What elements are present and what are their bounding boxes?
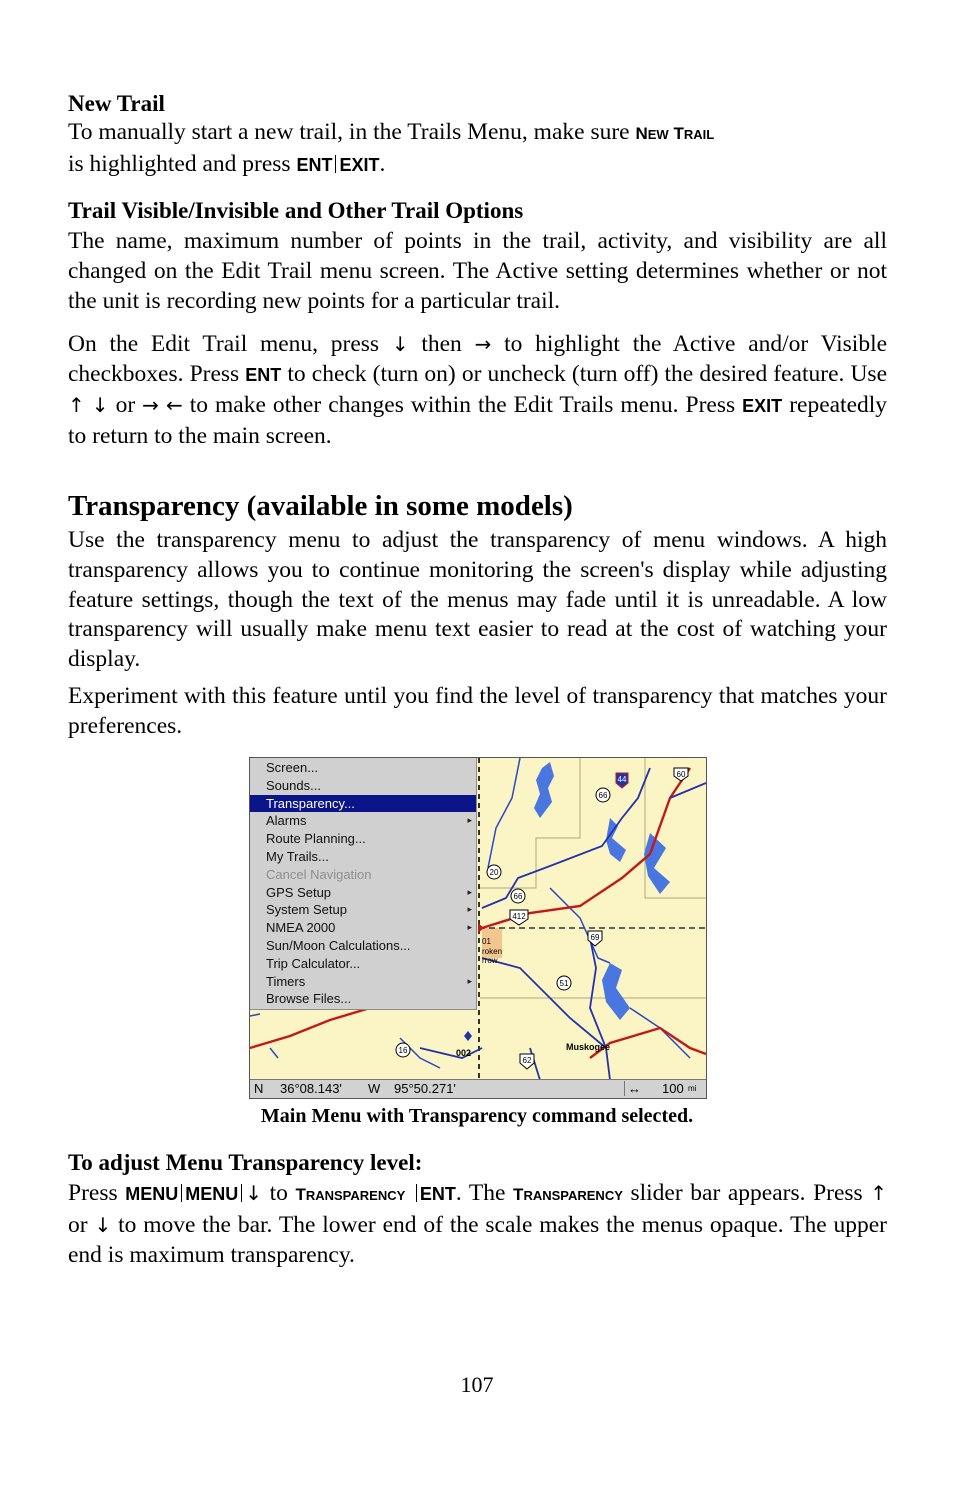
menu-item-label: System Setup [266, 902, 347, 918]
map-label: 51 [559, 979, 569, 988]
figure-caption: Main Menu with Transparency command selected. [260, 1105, 694, 1127]
map-label: 002 [456, 1048, 472, 1058]
text-run: then [421, 331, 462, 358]
menu-item-timers[interactable] [250, 973, 476, 991]
submenu-arrow-icon: ▸ [467, 886, 472, 897]
screenshot-main-menu [249, 757, 707, 1099]
map-label: Muskogee [566, 1042, 611, 1052]
section-new-trail [68, 89, 887, 181]
heading-new-trail: New Trail [68, 91, 165, 116]
text-run: or [115, 391, 136, 418]
menu-item-transparency[interactable] [250, 795, 476, 813]
key-menu: MENU [125, 1184, 179, 1204]
main-menu [250, 758, 477, 1010]
map-label: roken [482, 947, 503, 956]
menu-item-label: Timers [266, 973, 306, 989]
menu-item-label: GPS Setup [266, 884, 332, 900]
menu-item-my-trails[interactable] [250, 848, 476, 866]
sc-first: T [513, 1185, 524, 1204]
key-exit: EXIT [339, 154, 380, 175]
transparency-paragraph-1: Use the transparency menu to adjust the transparency of menu windows. A high transparency allows you to continue monitoring the screen's display while adjusting feature settings, though the text of the menus may fade until it is unreadable. A low transparency will usually make menu text easier to read at the cost of watching your display. [68, 527, 887, 673]
arrow-right-icon: → [142, 392, 159, 417]
menu-item-screen[interactable] [250, 759, 476, 777]
menu-item-label: Sun/Moon Calculations... [266, 937, 411, 953]
menu-item-label: NMEA 2000 [266, 920, 336, 936]
text-run: On the Edit Trail menu, press [68, 331, 380, 358]
map-label: 01 [482, 937, 491, 946]
menu-item-label: Alarms [266, 813, 307, 829]
text-run: slider bar appears. Press [630, 1180, 863, 1206]
arrow-up-icon: ↑ [68, 392, 85, 417]
page-number: 107 [460, 1372, 494, 1397]
menu-item-sounds[interactable] [250, 777, 476, 795]
menu-item-label: My Trails... [266, 848, 329, 864]
map-label: 20 [489, 868, 499, 877]
arrow-right-icon: → [474, 332, 492, 357]
arrow-down-icon: ↓ [245, 1181, 262, 1205]
trail-options-paragraph-1: The name, maximum number of points in the trail, activity, and visibility are all changed on the Edit Trail menu screen. The Active setting determines whether or not the unit is recording new points for a particular trail. [68, 228, 887, 314]
map-label: 66 [513, 892, 523, 901]
map-label: 69 [590, 933, 600, 942]
key-separator [181, 1184, 182, 1202]
menu-item-label: Transparency... [266, 795, 355, 811]
transparency-paragraph-2: Experiment with this feature until you find the level of transparency that matches your preferences. [68, 682, 887, 739]
map-label: 60 [676, 770, 686, 779]
map-label: 66 [598, 791, 608, 800]
status-bar [250, 1079, 706, 1098]
text-run: to move the bar. The lower end of the scale makes the menus opaque. The upper end is maximum transparency. [68, 1211, 887, 1268]
menu-item-nmea-2000[interactable] [250, 919, 476, 937]
text-run: To manually start a new trail, in the Trails Menu, make sure [68, 119, 630, 145]
submenu-arrow-icon: ▸ [467, 922, 472, 933]
new-trail-paragraph [68, 118, 887, 181]
text-run: Press [68, 1180, 118, 1206]
key-menu: MENU [185, 1184, 239, 1204]
latitude-hemisphere: N [254, 1081, 264, 1096]
text-run: . The [455, 1180, 506, 1206]
menu-item-label: Trip Calculator... [266, 955, 361, 971]
text-run: repeatedly to return to the main screen. [68, 391, 888, 449]
map-label: 16 [398, 1046, 408, 1055]
key-ent: ENT [296, 154, 333, 175]
menu-item-alarms[interactable] [250, 812, 476, 830]
heading-transparency: Transparency (available in some models) [68, 490, 573, 522]
longitude-readout: 95°50.271' [394, 1081, 456, 1096]
arrow-left-icon: ← [165, 392, 183, 417]
key-separator [335, 155, 336, 173]
cmd-new-trail [635, 124, 714, 143]
adjust-paragraph [68, 1179, 887, 1270]
sc-rest: EW [647, 127, 669, 142]
submenu-arrow-icon: ▸ [467, 975, 472, 986]
sc-rest: RAIL [683, 127, 715, 142]
menu-item-browse-files[interactable] [250, 990, 476, 1008]
menu-item-system-setup[interactable] [250, 901, 476, 919]
section-trail-options [68, 196, 887, 452]
arrow-up-icon: ↑ [870, 1181, 888, 1205]
sc-rest: RANSPARENCY [523, 1188, 623, 1203]
sc-rest: RANSPARENCY [305, 1188, 406, 1203]
key-separator [241, 1184, 242, 1202]
key-exit: EXIT [742, 395, 783, 416]
zoom-range-value: 100 [662, 1081, 684, 1096]
menu-item-label: Cancel Navigation [266, 866, 372, 882]
heading-trail-options: Trail Visible/Invisible and Other Trail Options [68, 198, 524, 223]
menu-item-sun-moon[interactable] [250, 937, 476, 955]
cmd-transparency [295, 1185, 405, 1204]
arrow-down-icon: ↓ [91, 392, 109, 417]
arrow-down-icon: ↓ [391, 332, 409, 357]
sc-first: N [635, 124, 648, 143]
zoom-range-unit: mi [688, 1084, 697, 1093]
latitude-readout: 36°08.143' [280, 1081, 342, 1096]
key-ent: ENT [245, 365, 282, 386]
map-label: rrow [482, 956, 498, 965]
text-run: is highlighted and press [68, 150, 291, 177]
sc-first: T [295, 1185, 306, 1204]
trail-options-paragraph-2 [68, 330, 887, 451]
submenu-arrow-icon: ▸ [467, 815, 472, 826]
zoom-range-icon: ↔ [624, 1081, 641, 1096]
menu-item-trip-calculator[interactable] [250, 955, 476, 973]
longitude-hemisphere: W [368, 1081, 381, 1096]
menu-item-cancel-navigation [250, 866, 476, 884]
map-label: 62 [522, 1056, 532, 1065]
map-label: 412 [512, 912, 526, 921]
section-adjust [68, 1148, 887, 1270]
submenu-arrow-icon: ▸ [467, 904, 472, 915]
text-run: or [68, 1211, 88, 1238]
text-run: to highlight the Active and/or Visible checkboxes. Press [68, 331, 888, 388]
cmd-transparency [513, 1185, 623, 1204]
menu-item-route-planning[interactable] [250, 830, 476, 848]
arrow-down-icon: ↓ [94, 1212, 112, 1237]
text-run: to make other changes within the Edit Trails menu. Press [189, 391, 736, 418]
key-ent: ENT [419, 1184, 456, 1204]
text-run: to check (turn on) or uncheck (turn off) the desired feature. Use [287, 361, 888, 388]
sc-first: T [673, 124, 684, 143]
heading-adjust: To adjust Menu Transparency level: [68, 1150, 423, 1175]
menu-item-label: Screen... [266, 760, 319, 775]
menu-item-label: Browse Files... [266, 991, 352, 1007]
menu-item-label: Sounds... [266, 777, 321, 793]
key-separator [416, 1184, 417, 1202]
menu-item-label: Route Planning... [266, 831, 366, 847]
map-label: 44 [617, 775, 627, 784]
text-run: to [269, 1180, 288, 1206]
section-transparency [68, 489, 887, 742]
text-run: . [379, 150, 386, 177]
menu-item-gps-setup[interactable] [250, 884, 476, 902]
